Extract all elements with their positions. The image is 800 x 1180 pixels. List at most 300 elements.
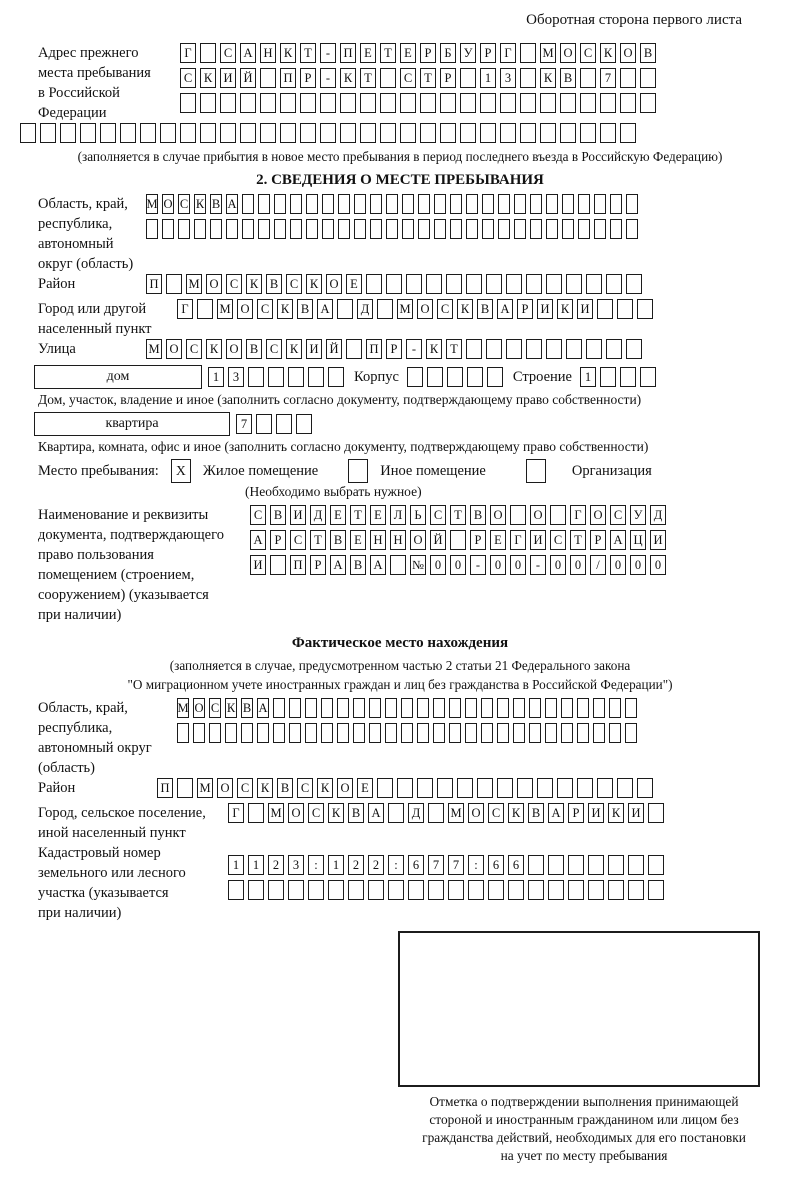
char-cell[interactable]: Р	[386, 339, 402, 359]
char-cell[interactable]: 0	[650, 555, 666, 575]
char-cell[interactable]	[386, 194, 398, 214]
char-cell[interactable]	[162, 219, 174, 239]
char-cell[interactable]	[528, 855, 544, 875]
char-cell[interactable]	[428, 803, 444, 823]
char-cell[interactable]	[402, 219, 414, 239]
char-cell[interactable]	[180, 123, 196, 143]
char-cell[interactable]: Р	[440, 68, 456, 88]
char-cell[interactable]	[460, 93, 476, 113]
char-cell[interactable]: И	[220, 68, 236, 88]
char-cell[interactable]: С	[297, 778, 313, 798]
char-cell[interactable]: Е	[400, 43, 416, 63]
char-cell[interactable]	[258, 219, 270, 239]
char-cell[interactable]	[193, 723, 205, 743]
char-cell[interactable]	[566, 274, 582, 294]
char-cell[interactable]	[513, 723, 525, 743]
char-cell[interactable]	[360, 93, 376, 113]
char-cell[interactable]	[328, 367, 344, 387]
char-cell[interactable]: :	[388, 855, 404, 875]
char-cell[interactable]: Т	[420, 68, 436, 88]
char-cell[interactable]: П	[366, 339, 382, 359]
char-cell[interactable]	[80, 123, 96, 143]
char-cell[interactable]	[417, 778, 433, 798]
char-cell[interactable]	[506, 274, 522, 294]
checkbox-residential[interactable]: X	[171, 459, 191, 483]
char-cell[interactable]: А	[257, 698, 269, 718]
char-cell[interactable]: С	[237, 778, 253, 798]
char-cell[interactable]	[228, 880, 244, 900]
char-cell[interactable]	[346, 339, 362, 359]
char-cell[interactable]: Т	[380, 43, 396, 63]
char-cell[interactable]	[197, 299, 213, 319]
char-cell[interactable]: Р	[517, 299, 533, 319]
char-cell[interactable]	[308, 367, 324, 387]
char-cell[interactable]	[401, 723, 413, 743]
char-cell[interactable]	[433, 723, 445, 743]
char-cell[interactable]	[368, 880, 384, 900]
char-cell[interactable]	[460, 68, 476, 88]
char-cell[interactable]: А	[250, 530, 266, 550]
char-cell[interactable]	[449, 698, 461, 718]
char-cell[interactable]: В	[241, 698, 253, 718]
char-cell[interactable]: С	[437, 299, 453, 319]
char-cell[interactable]: С	[400, 68, 416, 88]
char-cell[interactable]: М	[268, 803, 284, 823]
char-cell[interactable]: А	[548, 803, 564, 823]
char-cell[interactable]	[486, 274, 502, 294]
char-cell[interactable]: К	[286, 339, 302, 359]
char-cell[interactable]: О	[162, 194, 174, 214]
char-cell[interactable]	[466, 339, 482, 359]
char-cell[interactable]	[545, 698, 557, 718]
char-cell[interactable]	[353, 698, 365, 718]
char-cell[interactable]	[548, 855, 564, 875]
char-cell[interactable]: С	[266, 339, 282, 359]
char-cell[interactable]: А	[370, 555, 386, 575]
char-cell[interactable]	[322, 219, 334, 239]
char-cell[interactable]: 0	[630, 555, 646, 575]
char-cell[interactable]: С	[209, 698, 221, 718]
char-cell[interactable]	[580, 93, 596, 113]
char-cell[interactable]: С	[430, 505, 446, 525]
char-cell[interactable]: 3	[228, 367, 244, 387]
char-cell[interactable]: 1	[480, 68, 496, 88]
char-cell[interactable]	[380, 93, 396, 113]
char-cell[interactable]: К	[608, 803, 624, 823]
char-cell[interactable]	[562, 194, 574, 214]
char-cell[interactable]	[428, 880, 444, 900]
char-cell[interactable]: Е	[370, 505, 386, 525]
char-cell[interactable]	[626, 219, 638, 239]
char-cell[interactable]	[480, 123, 496, 143]
char-cell[interactable]: У	[630, 505, 646, 525]
char-cell[interactable]	[625, 723, 637, 743]
char-cell[interactable]: К	[317, 778, 333, 798]
char-cell[interactable]	[450, 194, 462, 214]
char-cell[interactable]	[270, 555, 286, 575]
char-cell[interactable]	[482, 194, 494, 214]
char-cell[interactable]	[280, 93, 296, 113]
char-cell[interactable]: -	[320, 68, 336, 88]
char-cell[interactable]: К	[206, 339, 222, 359]
char-cell[interactable]: Т	[310, 530, 326, 550]
char-cell[interactable]	[305, 698, 317, 718]
char-cell[interactable]	[526, 274, 542, 294]
char-cell[interactable]: А	[240, 43, 256, 63]
char-cell[interactable]	[274, 219, 286, 239]
char-cell[interactable]	[640, 68, 656, 88]
char-cell[interactable]: Т	[350, 505, 366, 525]
char-cell[interactable]: Р	[310, 555, 326, 575]
char-cell[interactable]	[578, 194, 590, 214]
char-cell[interactable]	[289, 723, 301, 743]
char-cell[interactable]: Б	[440, 43, 456, 63]
char-cell[interactable]	[540, 123, 556, 143]
char-cell[interactable]: Н	[370, 530, 386, 550]
char-cell[interactable]: 6	[488, 855, 504, 875]
char-cell[interactable]: Е	[350, 530, 366, 550]
char-cell[interactable]: 3	[288, 855, 304, 875]
char-cell[interactable]: И	[306, 339, 322, 359]
char-cell[interactable]	[370, 219, 382, 239]
char-cell[interactable]: 1	[328, 855, 344, 875]
char-cell[interactable]: Г	[228, 803, 244, 823]
char-cell[interactable]	[586, 274, 602, 294]
char-cell[interactable]	[400, 93, 416, 113]
char-cell[interactable]: Т	[300, 43, 316, 63]
char-cell[interactable]	[417, 723, 429, 743]
char-cell[interactable]	[529, 698, 541, 718]
char-cell[interactable]: К	[426, 339, 442, 359]
char-cell[interactable]	[210, 219, 222, 239]
char-cell[interactable]: :	[308, 855, 324, 875]
char-cell[interactable]	[337, 299, 353, 319]
char-cell[interactable]	[465, 698, 477, 718]
char-cell[interactable]: Ц	[630, 530, 646, 550]
char-cell[interactable]: 1	[208, 367, 224, 387]
char-cell[interactable]: П	[280, 68, 296, 88]
char-cell[interactable]: У	[460, 43, 476, 63]
char-cell[interactable]	[577, 698, 589, 718]
char-cell[interactable]: О	[417, 299, 433, 319]
char-cell[interactable]	[338, 194, 350, 214]
char-cell[interactable]	[406, 274, 422, 294]
char-cell[interactable]: О	[206, 274, 222, 294]
char-cell[interactable]	[546, 274, 562, 294]
char-cell[interactable]: С	[550, 530, 566, 550]
char-cell[interactable]: Р	[300, 68, 316, 88]
char-cell[interactable]	[466, 274, 482, 294]
char-cell[interactable]: О	[560, 43, 576, 63]
char-cell[interactable]: И	[628, 803, 644, 823]
char-cell[interactable]	[242, 219, 254, 239]
char-cell[interactable]: Т	[446, 339, 462, 359]
char-cell[interactable]	[273, 698, 285, 718]
char-cell[interactable]	[466, 194, 478, 214]
char-cell[interactable]	[578, 219, 590, 239]
char-cell[interactable]	[526, 339, 542, 359]
char-cell[interactable]	[377, 299, 393, 319]
char-cell[interactable]	[628, 855, 644, 875]
char-cell[interactable]	[290, 194, 302, 214]
char-cell[interactable]: 1	[580, 367, 596, 387]
char-cell[interactable]: К	[600, 43, 616, 63]
char-cell[interactable]: Е	[357, 778, 373, 798]
char-cell[interactable]: 0	[510, 555, 526, 575]
char-cell[interactable]: С	[580, 43, 596, 63]
char-cell[interactable]	[320, 123, 336, 143]
char-cell[interactable]	[514, 194, 526, 214]
char-cell[interactable]	[241, 723, 253, 743]
char-cell[interactable]	[258, 194, 270, 214]
char-cell[interactable]	[626, 339, 642, 359]
char-cell[interactable]	[528, 880, 544, 900]
char-cell[interactable]: Е	[490, 530, 506, 550]
char-cell[interactable]	[529, 723, 541, 743]
char-cell[interactable]	[520, 93, 536, 113]
char-cell[interactable]	[450, 219, 462, 239]
char-cell[interactable]: М	[146, 339, 162, 359]
char-cell[interactable]: О	[288, 803, 304, 823]
char-cell[interactable]: /	[590, 555, 606, 575]
char-cell[interactable]: О	[468, 803, 484, 823]
char-cell[interactable]: П	[290, 555, 306, 575]
char-cell[interactable]	[120, 123, 136, 143]
char-cell[interactable]	[337, 698, 349, 718]
char-cell[interactable]: С	[308, 803, 324, 823]
char-cell[interactable]: О	[326, 274, 342, 294]
char-cell[interactable]	[561, 723, 573, 743]
char-cell[interactable]	[545, 723, 557, 743]
char-cell[interactable]	[386, 219, 398, 239]
char-cell[interactable]	[617, 778, 633, 798]
char-cell[interactable]	[500, 123, 516, 143]
char-cell[interactable]: М	[197, 778, 213, 798]
char-cell[interactable]: 0	[490, 555, 506, 575]
char-cell[interactable]	[260, 68, 276, 88]
char-cell[interactable]: Д	[357, 299, 373, 319]
char-cell[interactable]	[520, 68, 536, 88]
char-cell[interactable]: О	[237, 299, 253, 319]
char-cell[interactable]	[517, 778, 533, 798]
char-cell[interactable]	[440, 123, 456, 143]
char-cell[interactable]: С	[186, 339, 202, 359]
char-cell[interactable]: Й	[240, 68, 256, 88]
char-cell[interactable]	[497, 698, 509, 718]
char-cell[interactable]	[397, 778, 413, 798]
char-cell[interactable]: А	[317, 299, 333, 319]
char-cell[interactable]	[366, 274, 382, 294]
char-cell[interactable]	[322, 194, 334, 214]
char-cell[interactable]: А	[330, 555, 346, 575]
char-cell[interactable]	[561, 698, 573, 718]
char-cell[interactable]	[606, 339, 622, 359]
char-cell[interactable]: 0	[430, 555, 446, 575]
char-cell[interactable]	[220, 123, 236, 143]
char-cell[interactable]	[268, 367, 284, 387]
char-cell[interactable]: М	[217, 299, 233, 319]
char-cell[interactable]	[248, 880, 264, 900]
char-cell[interactable]: 0	[450, 555, 466, 575]
char-cell[interactable]: С	[610, 505, 626, 525]
char-cell[interactable]	[600, 93, 616, 113]
char-cell[interactable]	[328, 880, 344, 900]
char-cell[interactable]	[386, 274, 402, 294]
char-cell[interactable]	[510, 505, 526, 525]
char-cell[interactable]	[353, 723, 365, 743]
char-cell[interactable]	[608, 855, 624, 875]
char-cell[interactable]: Р	[420, 43, 436, 63]
char-cell[interactable]: О	[193, 698, 205, 718]
char-cell[interactable]: Р	[270, 530, 286, 550]
char-cell[interactable]: Г	[500, 43, 516, 63]
char-cell[interactable]: В	[528, 803, 544, 823]
char-cell[interactable]: Р	[480, 43, 496, 63]
char-cell[interactable]	[488, 880, 504, 900]
char-cell[interactable]: -	[406, 339, 422, 359]
char-cell[interactable]: К	[328, 803, 344, 823]
char-cell[interactable]	[477, 778, 493, 798]
char-cell[interactable]	[160, 123, 176, 143]
char-cell[interactable]: К	[280, 43, 296, 63]
char-cell[interactable]	[300, 93, 316, 113]
char-cell[interactable]	[546, 339, 562, 359]
char-cell[interactable]: Й	[430, 530, 446, 550]
char-cell[interactable]	[577, 723, 589, 743]
char-cell[interactable]	[597, 299, 613, 319]
char-cell[interactable]	[637, 299, 653, 319]
char-cell[interactable]	[60, 123, 76, 143]
char-cell[interactable]	[268, 880, 284, 900]
char-cell[interactable]	[337, 723, 349, 743]
char-cell[interactable]: О	[337, 778, 353, 798]
char-cell[interactable]	[180, 93, 196, 113]
char-cell[interactable]	[433, 698, 445, 718]
char-cell[interactable]	[408, 880, 424, 900]
char-cell[interactable]	[240, 93, 256, 113]
char-cell[interactable]: Д	[408, 803, 424, 823]
char-cell[interactable]	[260, 123, 276, 143]
char-cell[interactable]: 7	[600, 68, 616, 88]
char-cell[interactable]	[566, 339, 582, 359]
char-cell[interactable]: Н	[260, 43, 276, 63]
char-cell[interactable]: И	[577, 299, 593, 319]
char-cell[interactable]: 3	[500, 68, 516, 88]
char-cell[interactable]	[648, 855, 664, 875]
char-cell[interactable]	[460, 123, 476, 143]
char-cell[interactable]: 2	[268, 855, 284, 875]
char-cell[interactable]: Д	[310, 505, 326, 525]
char-cell[interactable]	[402, 194, 414, 214]
char-cell[interactable]	[100, 123, 116, 143]
char-cell[interactable]	[296, 414, 312, 434]
char-cell[interactable]: И	[650, 530, 666, 550]
char-cell[interactable]	[369, 723, 381, 743]
char-cell[interactable]	[417, 698, 429, 718]
char-cell[interactable]	[440, 93, 456, 113]
char-cell[interactable]	[209, 723, 221, 743]
char-cell[interactable]	[274, 194, 286, 214]
char-cell[interactable]: И	[530, 530, 546, 550]
char-cell[interactable]: Й	[326, 339, 342, 359]
char-cell[interactable]	[354, 219, 366, 239]
char-cell[interactable]	[380, 123, 396, 143]
char-cell[interactable]: К	[457, 299, 473, 319]
char-cell[interactable]: 1	[248, 855, 264, 875]
char-cell[interactable]	[550, 505, 566, 525]
char-cell[interactable]	[446, 274, 462, 294]
char-cell[interactable]: Г	[180, 43, 196, 63]
char-cell[interactable]: А	[368, 803, 384, 823]
char-cell[interactable]	[498, 219, 510, 239]
char-cell[interactable]	[321, 723, 333, 743]
char-cell[interactable]: В	[266, 274, 282, 294]
char-cell[interactable]	[465, 723, 477, 743]
char-cell[interactable]	[608, 880, 624, 900]
char-cell[interactable]: В	[470, 505, 486, 525]
char-cell[interactable]: -	[320, 43, 336, 63]
char-cell[interactable]	[220, 93, 236, 113]
char-cell[interactable]	[354, 194, 366, 214]
char-cell[interactable]	[620, 93, 636, 113]
char-cell[interactable]	[606, 274, 622, 294]
char-cell[interactable]	[600, 367, 616, 387]
char-cell[interactable]	[457, 778, 473, 798]
char-cell[interactable]	[146, 219, 158, 239]
char-cell[interactable]	[593, 723, 605, 743]
char-cell[interactable]: Н	[390, 530, 406, 550]
char-cell[interactable]: В	[297, 299, 313, 319]
char-cell[interactable]: -	[470, 555, 486, 575]
char-cell[interactable]	[280, 123, 296, 143]
char-cell[interactable]	[200, 93, 216, 113]
char-cell[interactable]	[537, 778, 553, 798]
char-cell[interactable]	[260, 93, 276, 113]
char-cell[interactable]	[321, 698, 333, 718]
char-cell[interactable]	[348, 880, 364, 900]
char-cell[interactable]	[288, 880, 304, 900]
char-cell[interactable]: И	[250, 555, 266, 575]
char-cell[interactable]	[481, 723, 493, 743]
char-cell[interactable]	[580, 68, 596, 88]
char-cell[interactable]	[166, 274, 182, 294]
char-cell[interactable]	[498, 194, 510, 214]
char-cell[interactable]	[560, 93, 576, 113]
char-cell[interactable]: С	[250, 505, 266, 525]
char-cell[interactable]	[418, 219, 430, 239]
char-cell[interactable]: В	[246, 339, 262, 359]
char-cell[interactable]	[401, 698, 413, 718]
char-cell[interactable]	[620, 123, 636, 143]
char-cell[interactable]: К	[306, 274, 322, 294]
char-cell[interactable]: А	[497, 299, 513, 319]
char-cell[interactable]	[620, 367, 636, 387]
char-cell[interactable]: К	[200, 68, 216, 88]
char-cell[interactable]: С	[286, 274, 302, 294]
char-cell[interactable]	[540, 93, 556, 113]
char-cell[interactable]: О	[166, 339, 182, 359]
char-cell[interactable]: А	[226, 194, 238, 214]
char-cell[interactable]	[497, 778, 513, 798]
char-cell[interactable]: П	[157, 778, 173, 798]
char-cell[interactable]: С	[290, 530, 306, 550]
char-cell[interactable]	[200, 43, 216, 63]
char-cell[interactable]	[506, 339, 522, 359]
char-cell[interactable]: 0	[610, 555, 626, 575]
char-cell[interactable]	[628, 880, 644, 900]
char-cell[interactable]	[369, 698, 381, 718]
char-cell[interactable]	[586, 339, 602, 359]
